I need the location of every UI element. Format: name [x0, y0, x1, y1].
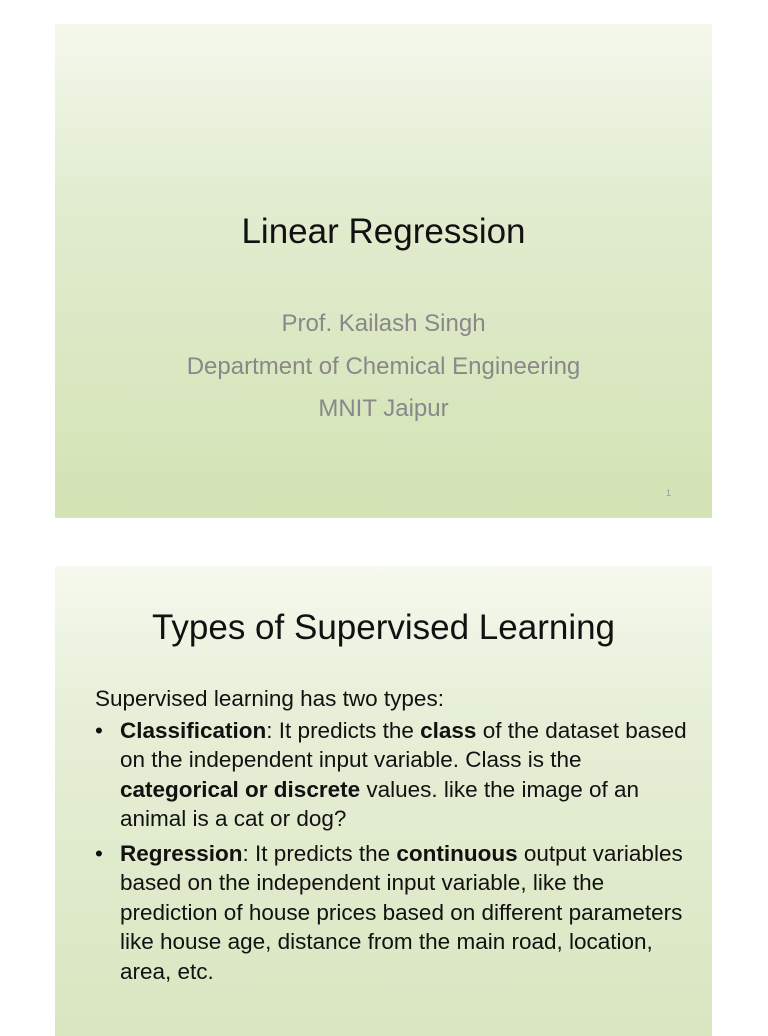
text-segment: output variables based on the independent input variable, like the prediction of house prices based on different parameters like house age, distance from the main road, location, area, etc.	[120, 840, 683, 984]
slide-2	[55, 566, 712, 1036]
list-item-regression	[95, 839, 695, 987]
page-number: 1	[665, 488, 671, 498]
text-segment: values. like the image of an animal is a cat or dog?	[120, 776, 640, 831]
text-segment: : It predicts the	[242, 840, 397, 866]
text-segment: of the dataset based on the independent input variable. Class is the	[120, 717, 687, 772]
institute-name: MNIT Jaipur	[318, 395, 449, 422]
bullet-list	[95, 716, 695, 987]
term-classification: Classification	[120, 717, 267, 743]
term-regression: Regression	[120, 840, 243, 866]
bold-keyword: continuous	[396, 840, 518, 866]
slide-title: Linear Regression	[241, 212, 526, 251]
bold-keyword: class	[420, 717, 477, 743]
text-segment: : It predicts the	[266, 717, 421, 743]
department-name: Department of Chemical Engineering	[186, 353, 581, 380]
author-name: Prof. Kailash Singh	[281, 310, 486, 337]
bold-keyword: categorical or discrete	[120, 776, 361, 802]
slide-1	[55, 24, 712, 518]
list-item-classification	[95, 716, 695, 834]
bullet-icon: •	[95, 717, 103, 743]
slide-title: Types of Supervised Learning	[151, 608, 616, 647]
intro-text: Supervised learning has two types:	[95, 686, 444, 711]
slide-body	[95, 684, 695, 991]
bullet-icon: •	[95, 840, 103, 866]
